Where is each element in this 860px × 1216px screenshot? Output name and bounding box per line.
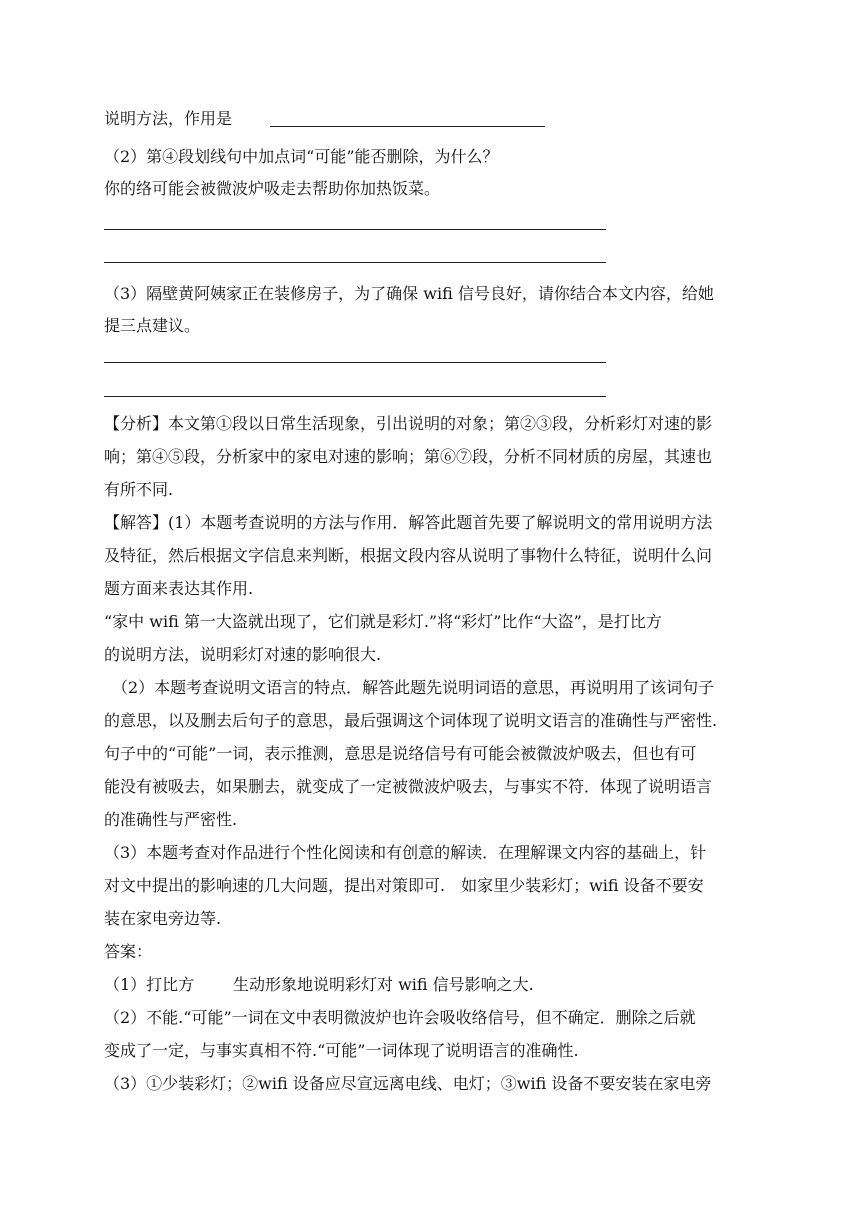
answer-blank-line [104, 396, 606, 397]
solution-line: 题方面来表达其作用. [104, 579, 254, 598]
question-3-line: 提三点建议。 [104, 316, 201, 335]
answer-3-line: （3）①少装彩灯；②wifi 设备应尽宣远离电线、电灯；③wifi 设备不要安装在家电旁 [104, 1074, 712, 1093]
solution-line: 能没有被吸去，如果删去，就变成了一定被微波炉吸去，与事实不符．体现了说明语言 [104, 777, 713, 796]
solution-line: 对文中提出的影响速的几大问题，提出对策即可. 如家里少装彩灯；wifi 设备不要安 [104, 876, 704, 895]
q1-tail-text: 说明方法，作用是 [104, 109, 233, 128]
solution-line: 装在家电旁边等. [104, 909, 222, 928]
answer-2-line: （2）不能.“可能”一词在文中表明微波炉也许会吸收络信号，但不确定．删除之后就 [104, 1008, 696, 1027]
solution-line: （2）本题考查说明文语言的特点．解答此题先说明词语的意思，再说明用了该词句子 [112, 678, 715, 697]
analysis-line: 响；第④⑤段，分析家中的家电对速的影响；第⑥⑦段，分析不同材质的房屋，其速也 [104, 447, 713, 466]
solution-line: 的说明方法，说明彩灯对速的影响很大. [104, 645, 382, 664]
answer-blank-line [104, 229, 606, 230]
answer-label: 答案： [104, 942, 153, 961]
solution-line: 【解答】(1）本题考查说明的方法与作用．解答此题首先要了解说明文的常用说明方法 [104, 513, 713, 532]
answer-blank-line [104, 262, 606, 263]
answer-blank-line [270, 126, 545, 127]
question-3-line: （3）隔壁黄阿姨家正在装修房子，为了确保 wifi 信号良好，请你结合本文内容，给她 [104, 284, 714, 303]
answer-blank-line [104, 362, 606, 363]
analysis-line: 有所不同. [104, 480, 174, 499]
answer-1-number: （1）打比方 [104, 975, 195, 994]
solution-line: 及特征，然后根据文字信息来判断，根据文段内容从说明了事物什么特征，说明什么问 [104, 546, 713, 565]
solution-line: 的意思，以及删去后句子的意思，最后强调这个词体现了说明文语言的准确性与严密性. [104, 711, 718, 730]
solution-line: 句子中的“可能”一词，表示推测，意思是说络信号有可能会被微波炉吸去，但也有可 [104, 744, 697, 763]
answer-1-text: 生动形象地说明彩灯对 wifi 信号影响之大. [233, 975, 534, 994]
question-2-prompt: （2）第④段划线句中加点词“可能”能否删除，为什么？ [104, 147, 499, 166]
solution-line: （3）本题考查对作品进行个性化阅读和有创意的解读．在理解课文内容的基础上，针 [104, 843, 707, 862]
analysis-line: 【分析】本文第①段以日常生活现象，引出说明的对象；第②③段，分析彩灯对速的影 [104, 414, 713, 433]
solution-line: 的准确性与严密性. [104, 810, 238, 829]
answer-2-line: 变成了一定，与事实真相不符.“可能”一词体现了说明语言的准确性. [104, 1041, 579, 1060]
question-2-sentence: 你的络可能会被微波炉吸走去帮助你加热饭菜。 [104, 179, 441, 198]
solution-line: “家中 wifi 第一大盗就出现了，它们就是彩灯.”将“彩灯”比作“大盗”，是打比方 [104, 612, 662, 631]
